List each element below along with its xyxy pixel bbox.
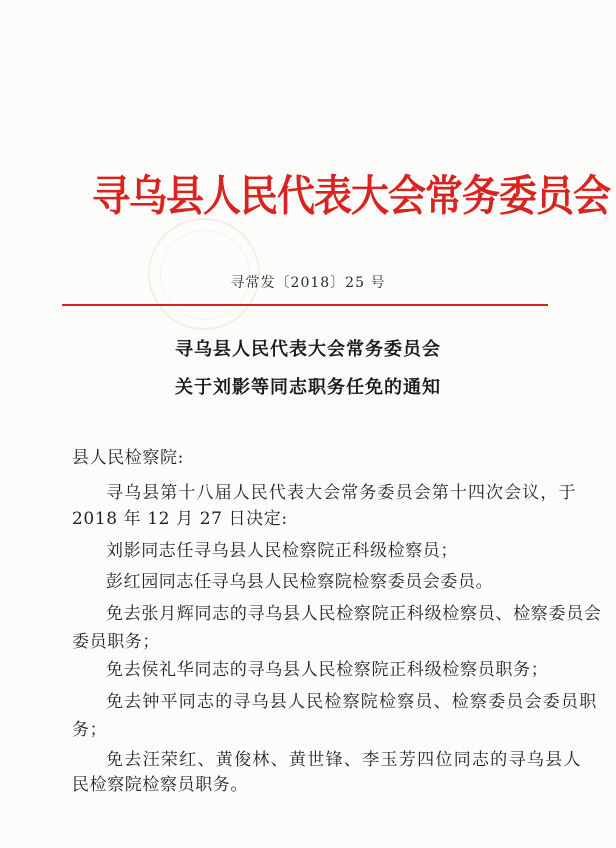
body-line-removal-zhang-yuehui: 免去张月辉同志的寻乌县人民检察院正科级检察员、检察委员会 [106, 604, 602, 624]
body-line-removal-four-persons-continued: 民检察院检察员职务。 [72, 775, 248, 795]
body-line-removal-zhong-ping-continued: 务； [72, 720, 108, 740]
body-line-removal-zhong-ping: 免去钟平同志的寻乌县人民检察院检察员、检察委员会委员职 [106, 692, 598, 712]
document-number: 寻常发〔2018〕25 号 [230, 275, 386, 291]
body-line-meeting: 寻乌县第十八届人民代表大会常务委员会第十四次会议，于 [106, 483, 577, 503]
body-line-appointment-liu-ying: 刘影同志任寻乌县人民检察院正科级检察员； [106, 541, 458, 561]
body-line-appointment-peng-hongyuan: 彭红园同志任寻乌县人民检察院检察委员会委员。 [106, 572, 494, 592]
body-line-removal-zhang-yuehui-continued: 委员职务； [72, 632, 160, 652]
recipient-line: 县人民检察院: [72, 448, 184, 468]
body-line-removal-hou-lihua: 免去侯礼华同志的寻乌县人民检察院正科级检察员职务； [106, 660, 549, 680]
notice-title-line-2: 关于刘影等同志职务任免的通知 [175, 377, 441, 398]
notice-title-line-1: 寻乌县人民代表大会常务委员会 [175, 339, 441, 360]
red-masthead: 寻乌县人民代表大会常务委员会 [92, 171, 611, 221]
red-separator-rule [62, 304, 548, 306]
body-line-decision-date: 2018 年 12 月 27 日决定: [72, 509, 288, 529]
body-line-removal-four-persons: 免去汪荣红、黄俊林、黄世锋、李玉芳四位同志的寻乌县人 [106, 750, 582, 770]
